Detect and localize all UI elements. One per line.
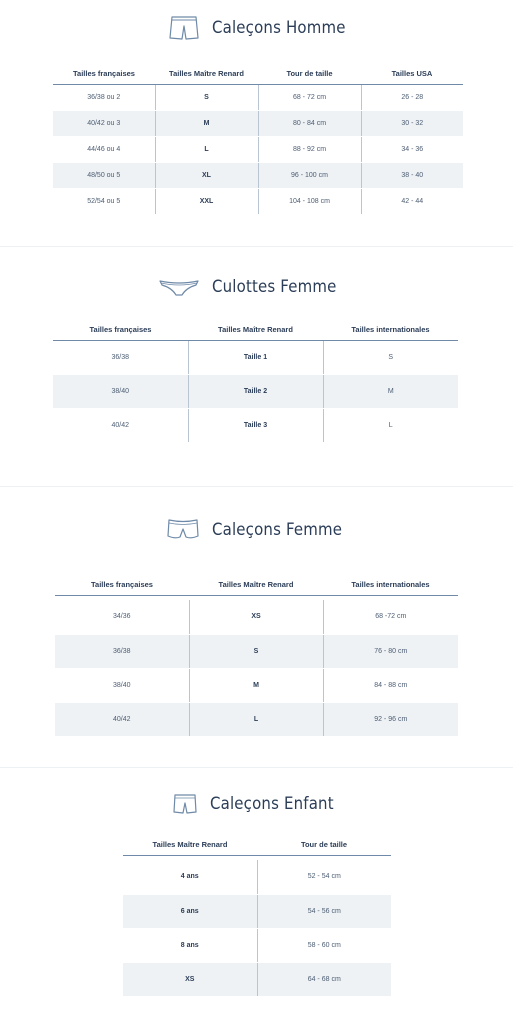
table-row [55,702,458,736]
table-row [53,189,463,215]
table-cell: 88 - 92 cm [258,137,361,163]
column-header: Tailles Maître Renard [155,62,258,85]
table-cell: XL [155,163,258,189]
table-cell: 38/40 [55,668,189,702]
size-table-calecons-homme [53,62,463,215]
table-cell: Taille 3 [188,409,323,443]
table-row [55,668,458,702]
table-cell: 44/46 ou 4 [53,137,155,163]
kids-boxer-icon [172,792,198,816]
table-cell: S [155,85,258,111]
section-title-culottes-femme [158,276,354,298]
table-cell: M [323,375,458,409]
table-cell: 80 - 84 cm [258,111,361,137]
table-cell: L [189,702,323,736]
table-row [123,928,391,962]
column-header: Tailles internationales [323,318,458,341]
table-cell: 34 - 36 [361,137,463,163]
table-cell: Taille 1 [188,341,323,375]
table-cell: 36/38 ou 2 [53,85,155,111]
table-cell: 4 ans [123,860,257,894]
table-cell: 40/42 [55,702,189,736]
section-title-text: Caleçons Homme [212,18,346,38]
table-cell: 36/38 [53,341,188,375]
column-header: Tailles Maître Renard [188,318,323,341]
table-cell: 54 - 56 cm [257,894,391,928]
table-cell: 8 ans [123,928,257,962]
table-cell: 38/40 [53,375,188,409]
table-cell: 40/42 [53,409,188,443]
table-cell: XXL [155,189,258,215]
women-boxer-icon [166,516,200,544]
table-cell: L [323,409,458,443]
table-cell: 52 - 54 cm [257,860,391,894]
table-cell: 92 - 96 cm [323,702,458,736]
table-row [53,111,463,137]
table-cell: 68 - 72 cm [258,85,361,111]
section-title-text: Culottes Femme [212,277,337,297]
table-cell: 96 - 100 cm [258,163,361,189]
table-cell: 42 - 44 [361,189,463,215]
table-cell: 40/42 ou 3 [53,111,155,137]
table-cell: M [155,111,258,137]
table-cell: M [189,668,323,702]
section-divider [0,486,513,487]
section-divider [0,246,513,247]
table-row [53,341,458,375]
table-row [55,600,458,634]
table-row [53,375,458,409]
table-cell: S [323,341,458,375]
panties-icon [158,276,200,298]
table-cell: 34/36 [55,600,189,634]
column-header: Tailles françaises [53,318,188,341]
table-cell: 64 - 68 cm [257,962,391,996]
size-table-culottes-femme [53,318,458,443]
table-cell: 84 - 88 cm [323,668,458,702]
column-header: Tour de taille [257,833,391,856]
column-header: Tailles Maître Renard [123,833,257,856]
table-cell: 76 - 80 cm [323,634,458,668]
table-cell: 68 -72 cm [323,600,458,634]
table-row [123,860,391,894]
section-title-calecons-femme [166,516,360,544]
table-cell: Taille 2 [188,375,323,409]
section-title-calecons-enfant [172,792,351,816]
boxer-shorts-icon [168,14,200,42]
section-title-calecons-homme [168,14,364,42]
table-row [53,85,463,111]
table-cell: 26 - 28 [361,85,463,111]
table-cell: 36/38 [55,634,189,668]
table-row [123,962,391,996]
column-header: Tailles Maître Renard [189,573,323,596]
size-table-calecons-enfant [123,833,391,997]
column-header: Tailles internationales [323,573,458,596]
table-row [53,163,463,189]
column-header: Tailles USA [361,62,463,85]
column-header: Tour de taille [258,62,361,85]
table-row [53,409,458,443]
table-cell: 6 ans [123,894,257,928]
table-row [123,894,391,928]
table-cell: S [189,634,323,668]
column-header: Tailles françaises [55,573,189,596]
table-cell: XS [123,962,257,996]
table-row [53,137,463,163]
table-cell: 104 - 108 cm [258,189,361,215]
table-cell: 58 - 60 cm [257,928,391,962]
table-cell: 38 - 40 [361,163,463,189]
table-cell: 30 - 32 [361,111,463,137]
table-cell: XS [189,600,323,634]
table-row [55,634,458,668]
column-header: Tailles françaises [53,62,155,85]
table-cell: 52/54 ou 5 [53,189,155,215]
section-title-text: Caleçons Femme [212,520,343,540]
table-cell: 48/50 ou 5 [53,163,155,189]
table-cell: L [155,137,258,163]
section-divider [0,767,513,768]
section-title-text: Caleçons Enfant [210,794,334,814]
size-table-calecons-femme [55,573,458,737]
